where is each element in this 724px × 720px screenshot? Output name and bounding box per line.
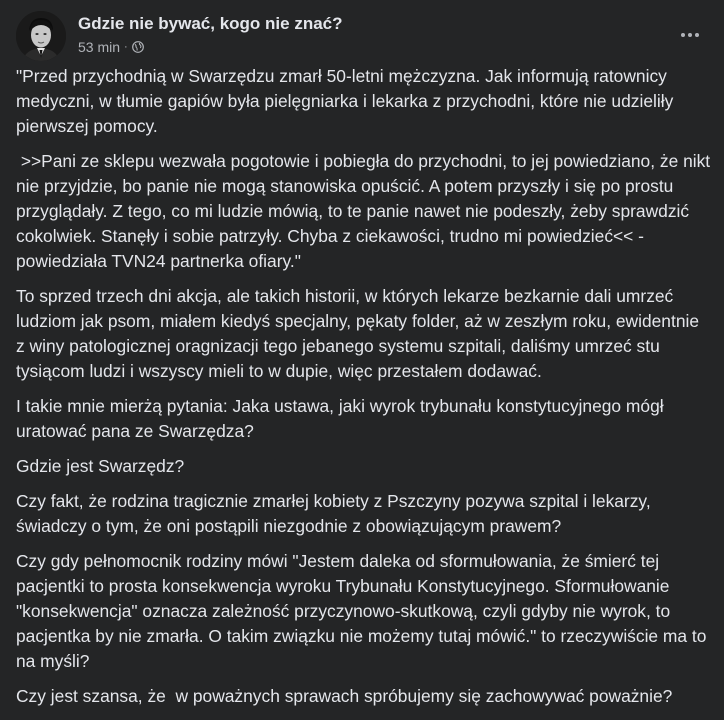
post-header (16, 11, 708, 61)
post-paragraph: Czy fakt, że rodzina tragicznie zmarłej kobiety z Pszczyny pozywa szpital i lekarzy, świadczy o tym, że oni postąpili niezgodnie z obowiązującym prawem? (16, 491, 656, 536)
post-paragraph: Gdzie jest Swarzędz? (16, 456, 185, 476)
post-time[interactable]: 53 min (78, 39, 121, 55)
profile-photo (16, 11, 66, 61)
post-author[interactable]: Gdzie nie bywać, kogo nie znać? (78, 14, 343, 33)
post-paragraph: Czy jest szansa, że w poważnych sprawach spróbujemy się zachowywać poważnie? (16, 686, 673, 706)
meta-separator: · (124, 41, 128, 53)
post-paragraph: "Przed przychodnią w Swarzędzu zmarł 50-letni mężczyzna. Jak informują ratownicy medyczni, w tłumie gapiów była pielęgniarka i lekarka z przychodni, które nie udzieliły pierwszej pomocy. (16, 66, 679, 136)
globe-icon[interactable] (132, 41, 144, 53)
avatar[interactable] (16, 11, 66, 61)
post-meta (78, 39, 144, 55)
post-paragraph: Czy gdy pełnomocnik rodziny mówi "Jestem daleka od sformułowania, że śmierć tej pacjentki to prosta konsekwencja wyroku Trybunału Konstytucyjnego. Sformułowanie "konsekwencja" oznacza zależność przyczynowo-skutkową, czyli gdyby nie wyrok, to pacjentka by nie zmarła. O takim związku nie możemy tutaj mówić." to rzeczywiście ma to na myśli? (16, 551, 712, 671)
more-options-icon[interactable] (672, 17, 708, 53)
post-paragraph: >>Pani ze sklepu wezwała pogotowie i pobiegła do przychodni, to jej powiedziano, że nikt nie przyjdzie, bo panie nie mogą stanowiska opuścić. A potem przyszły i się po prostu przyglądały. Z tego, co mi ludzie mówią, to te panie nawet nie podeszły, żeby sprawdzić cokolwiek. Stanęły i sobie patrzyły. Chyba z ciekawości, trudno mi powiedzieć<< - powiedziała TVN24 partnerka ofiary." (16, 151, 715, 271)
post-paragraph: To sprzed trzech dni akcja, ale takich historii, w których lekarze bezkarnie dali umrzeć ludziom jak psom, miałem kiedyś specjalny, pękaty folder, aż w zeszłym roku, ewidentnie z winy patologicznej oragnizacji tego jebanego systemu szpitali, daliśmy umrzeć stu tysiącom ludzi i wszyscy mieli to w dupie, więc przestałem dodawać. (16, 286, 704, 381)
post-paragraph: I takie mnie mierżą pytania: Jaka ustawa, jaki wyrok trybunału konstytucyjnego mógł uratować pana ze Swarzędza? (16, 396, 669, 441)
post-body (16, 64, 715, 719)
